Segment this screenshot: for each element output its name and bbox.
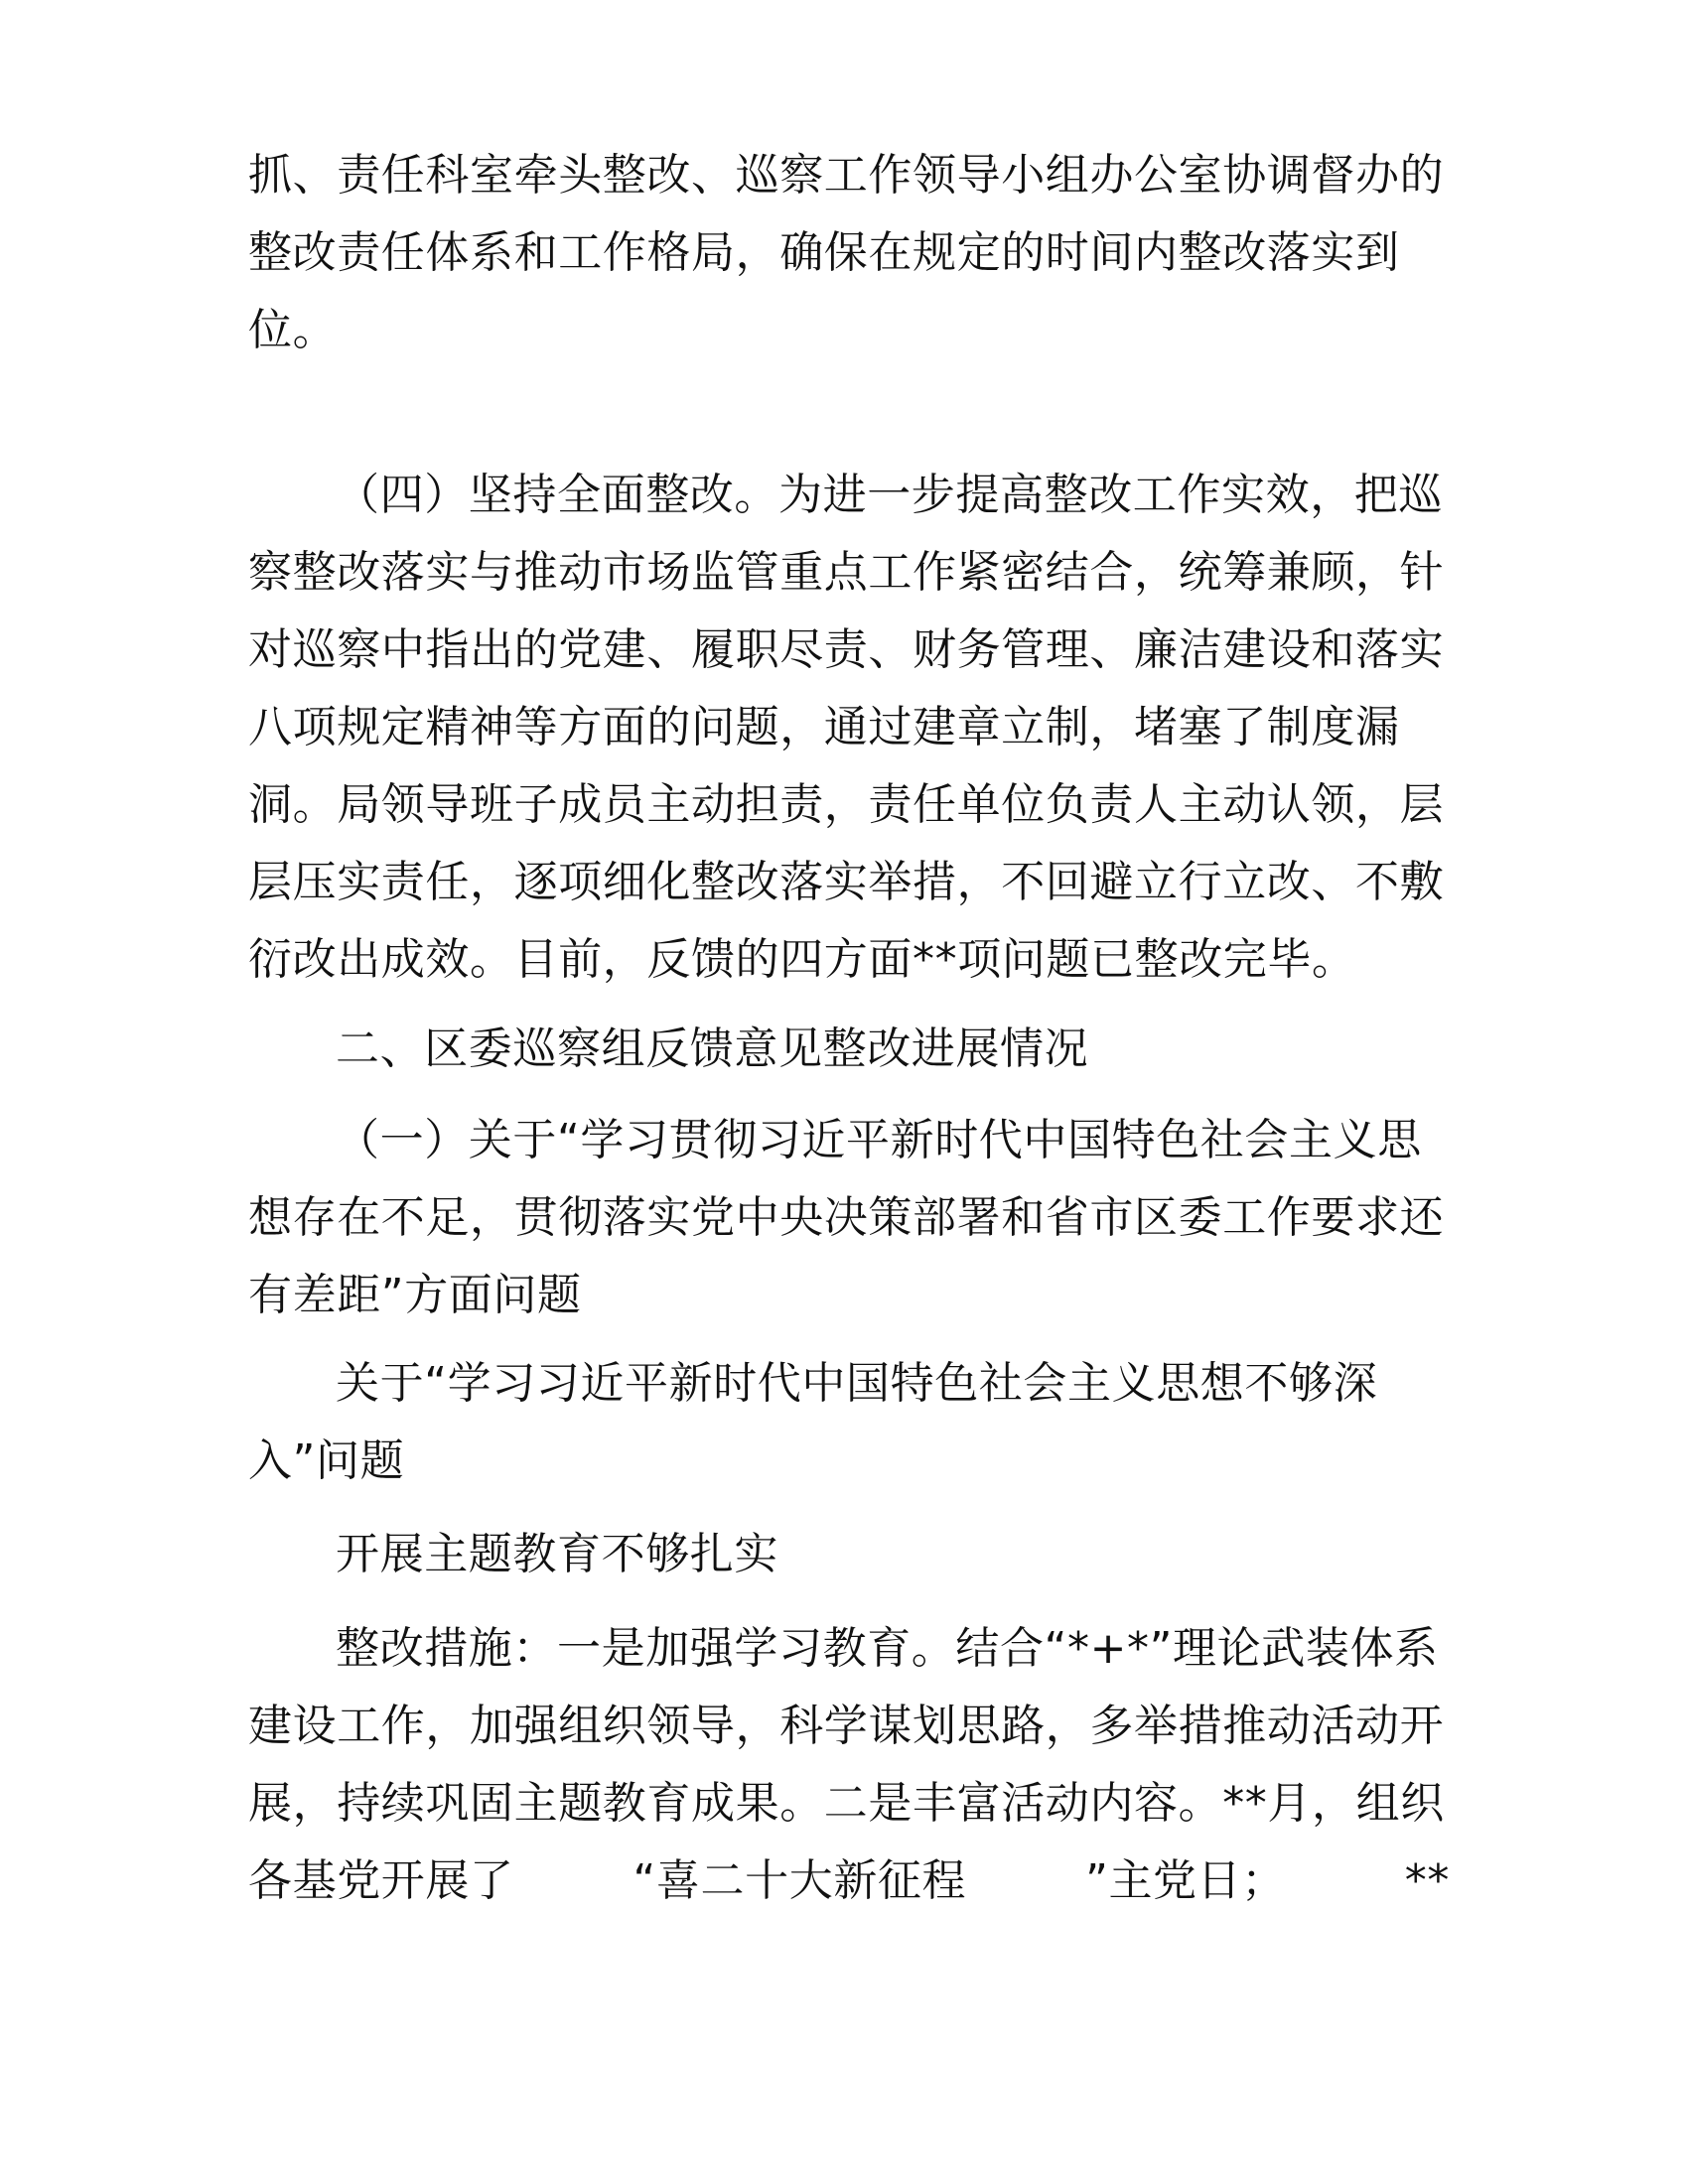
text-line: （四）坚持全面整改。为进一步提高整改工作实效，把巡 bbox=[336, 470, 1443, 520]
text-line: 抓、责任科室牵头整改、巡察工作领导小组办公室协调督办的 bbox=[248, 150, 1445, 201]
text-line: 洞。局领导班子成员主动担责，责任单位负责人主动认领，层 bbox=[248, 779, 1445, 830]
paragraph-comprehensive-rectification bbox=[248, 457, 1450, 999]
section-heading bbox=[248, 1011, 1450, 1088]
text-line: 八项规定精神等方面的问题，通过建章立制，堵塞了制度漏 bbox=[248, 702, 1400, 752]
text-line: 展，持续巩固主题教育成果。二是丰富活动内容。**月，组织 bbox=[248, 1778, 1445, 1829]
text-fragment: 各基党开展了 bbox=[248, 1855, 514, 1906]
text-line: 整改措施：一是加强学习教育。结合“*+*”理论武装体系 bbox=[336, 1623, 1439, 1674]
text-line: 位。 bbox=[248, 305, 338, 355]
text-line: 入”问题 bbox=[248, 1435, 405, 1486]
text-line: 开展主题教育不够扎实 bbox=[336, 1529, 778, 1579]
text-line: 衍改出成效。目前，反馈的四方面**项问题已整改完毕。 bbox=[248, 934, 1356, 985]
subsection-heading-xi-thought bbox=[248, 1102, 1450, 1334]
text-line: 建设工作，加强组织领导，科学谋划思路，多举措推动活动开 bbox=[248, 1701, 1445, 1751]
text-line: 对巡察中指出的党建、履职尽责、财务管理、廉洁建设和落实 bbox=[248, 624, 1445, 675]
issue-heading bbox=[248, 1345, 1450, 1500]
problem-title bbox=[248, 1516, 1450, 1593]
paragraph-responsibility-system bbox=[248, 137, 1450, 369]
justified-text-line bbox=[248, 1843, 1450, 1920]
text-line: 层压实责任，逐项细化整改落实举措，不回避立行立改、不敷 bbox=[248, 857, 1445, 907]
text-line: 察整改落实与推动市场监管重点工作紧密结合，统筹兼顾，针 bbox=[248, 547, 1445, 598]
rectification-measures bbox=[248, 1610, 1450, 1920]
section-title: 二、区委巡察组反馈意见整改进展情况 bbox=[336, 1024, 1089, 1074]
text-fragment: ”主党日； bbox=[1085, 1855, 1286, 1906]
text-line: 整改责任体系和工作格局，确保在规定的时间内整改落实到 bbox=[248, 227, 1400, 278]
text-line: （一）关于“学习贯彻习近平新时代中国特色社会主义思 bbox=[336, 1115, 1422, 1165]
text-line: 想存在不足，贯彻落实党中央决策部署和省市区委工作要求还 bbox=[248, 1192, 1445, 1243]
text-line: 有差距”方面问题 bbox=[248, 1270, 582, 1320]
text-line: 关于“学习习近平新时代中国特色社会主义思想不够深 bbox=[336, 1358, 1378, 1409]
text-fragment: “喜二十大新征程 bbox=[633, 1855, 967, 1906]
text-fragment: ** bbox=[1404, 1855, 1450, 1906]
